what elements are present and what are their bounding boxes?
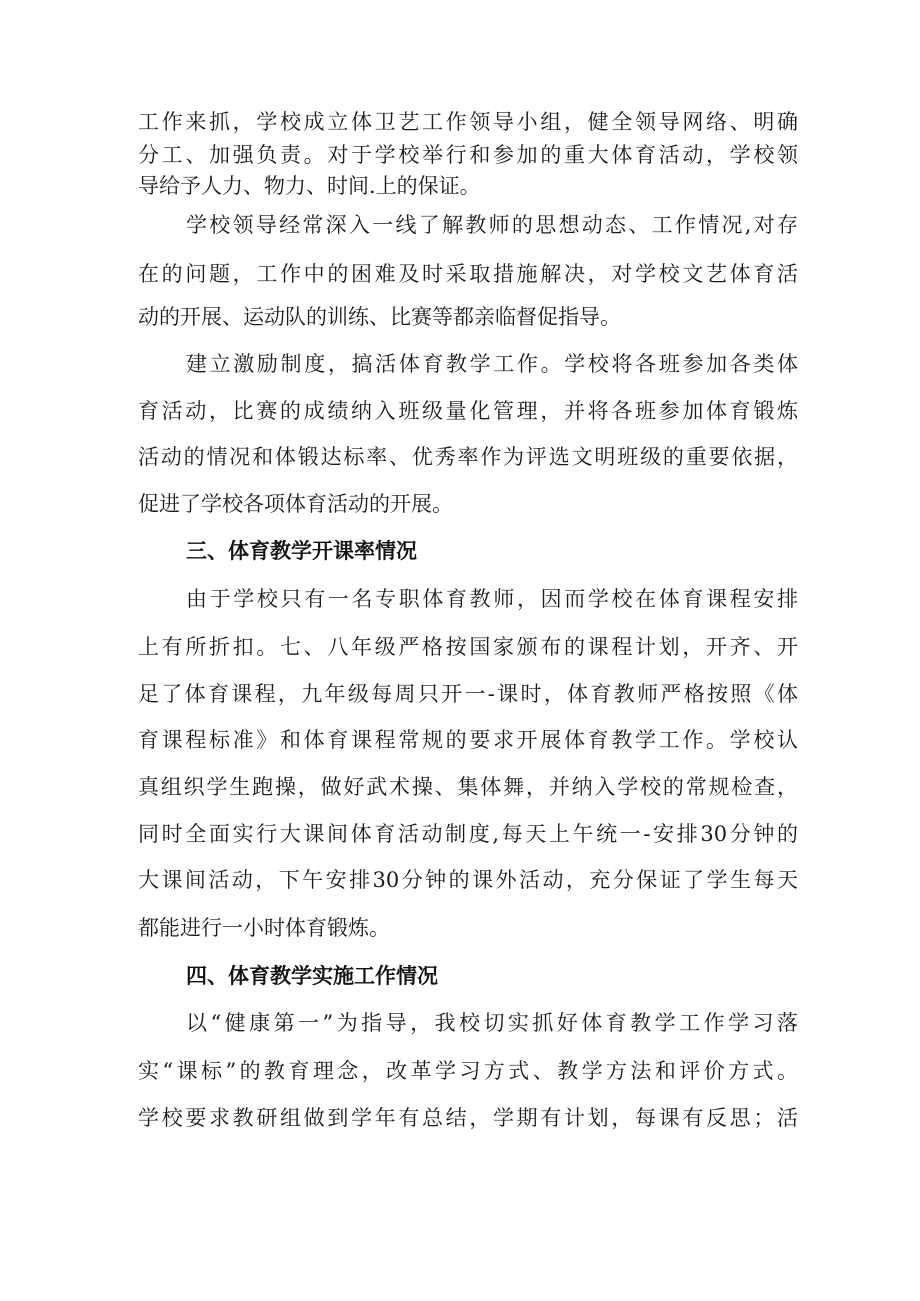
paragraph-4-line-6: 同时全面实行大课间体育活动制度,每天上午统一-安排30分钟的 — [138, 822, 798, 846]
paragraph-4-line-4: 育课程标准》和体育课程常规的要求开展体育教学工作。学校认 — [138, 728, 798, 752]
paragraph-2-line-1: 学校领导经常深入一线了解教师的思想动态、工作情况,对存 — [186, 213, 798, 237]
paragraph-2-line-2: 在的问题，工作中的困难及时采取措施解决，对学校文艺体育活 — [138, 262, 798, 286]
paragraph-4-line-7: 大课间活动，下午安排30分钟的课外活动，充分保证了学生每天 — [138, 868, 798, 892]
paragraph-2-line-3: 动的开展、运动队的训练、比赛等都亲临督促指导。 — [138, 305, 621, 329]
paragraph-5-line-1: 以“健康第一”为指导，我校切实抓好体育教学工作学习落 — [186, 1011, 798, 1035]
paragraph-4-line-3: 足了体育课程，九年级每周只开一-课时，体育教师严格按照《体 — [138, 682, 798, 706]
paragraph-1-line-1: 工作来抓，学校成立体卫艺工作领导小组，健全领导网络、明确 — [138, 110, 798, 134]
paragraph-4-line-2: 上有所折扣。七、八年级严格按国家颁布的课程计划，开齐、开 — [138, 635, 798, 659]
paragraph-1-line-3: 导给予人力、物力、时间.上的保证。 — [138, 174, 481, 198]
paragraph-4-line-8: 都能进行一小时体育锻炼。 — [138, 916, 390, 940]
paragraph-3-line-1: 建立激励制度，搞活体育教学工作。学校将各班参加各类体 — [186, 352, 798, 376]
paragraph-4-line-1: 由于学校只有一名专职体育教师，因而学校在体育课程安排 — [186, 587, 798, 611]
paragraph-3-line-3: 活动的情况和体锻达标率、优秀率作为评选文明班级的重要依据， — [138, 445, 798, 469]
paragraph-3-line-2: 育活动，比赛的成绩纳入班级量化管理，并将各班参加体育锻炼 — [138, 399, 798, 423]
paragraph-5-line-3: 学校要求教研组做到学年有总结，学期有计划，每课有反思；活 — [138, 1106, 798, 1130]
paragraph-5-line-2: 实“课标”的教育理念，改革学习方式、教学方法和评价方式。 — [138, 1059, 798, 1083]
paragraph-1-line-2: 分工、加强负责。对于学校举行和参加的重大体育活动，学校领 — [138, 143, 798, 167]
section-heading-3: 三、体育教学开课率情况 — [186, 539, 417, 563]
paragraph-3-line-4: 促进了学校各项体育活动的开展。 — [138, 492, 453, 516]
paragraph-4-line-5: 真组织学生跑操，做好武术操、集体舞，并纳入学校的常规检查， — [138, 775, 798, 799]
section-heading-4: 四、体育教学实施工作情况 — [186, 964, 438, 988]
